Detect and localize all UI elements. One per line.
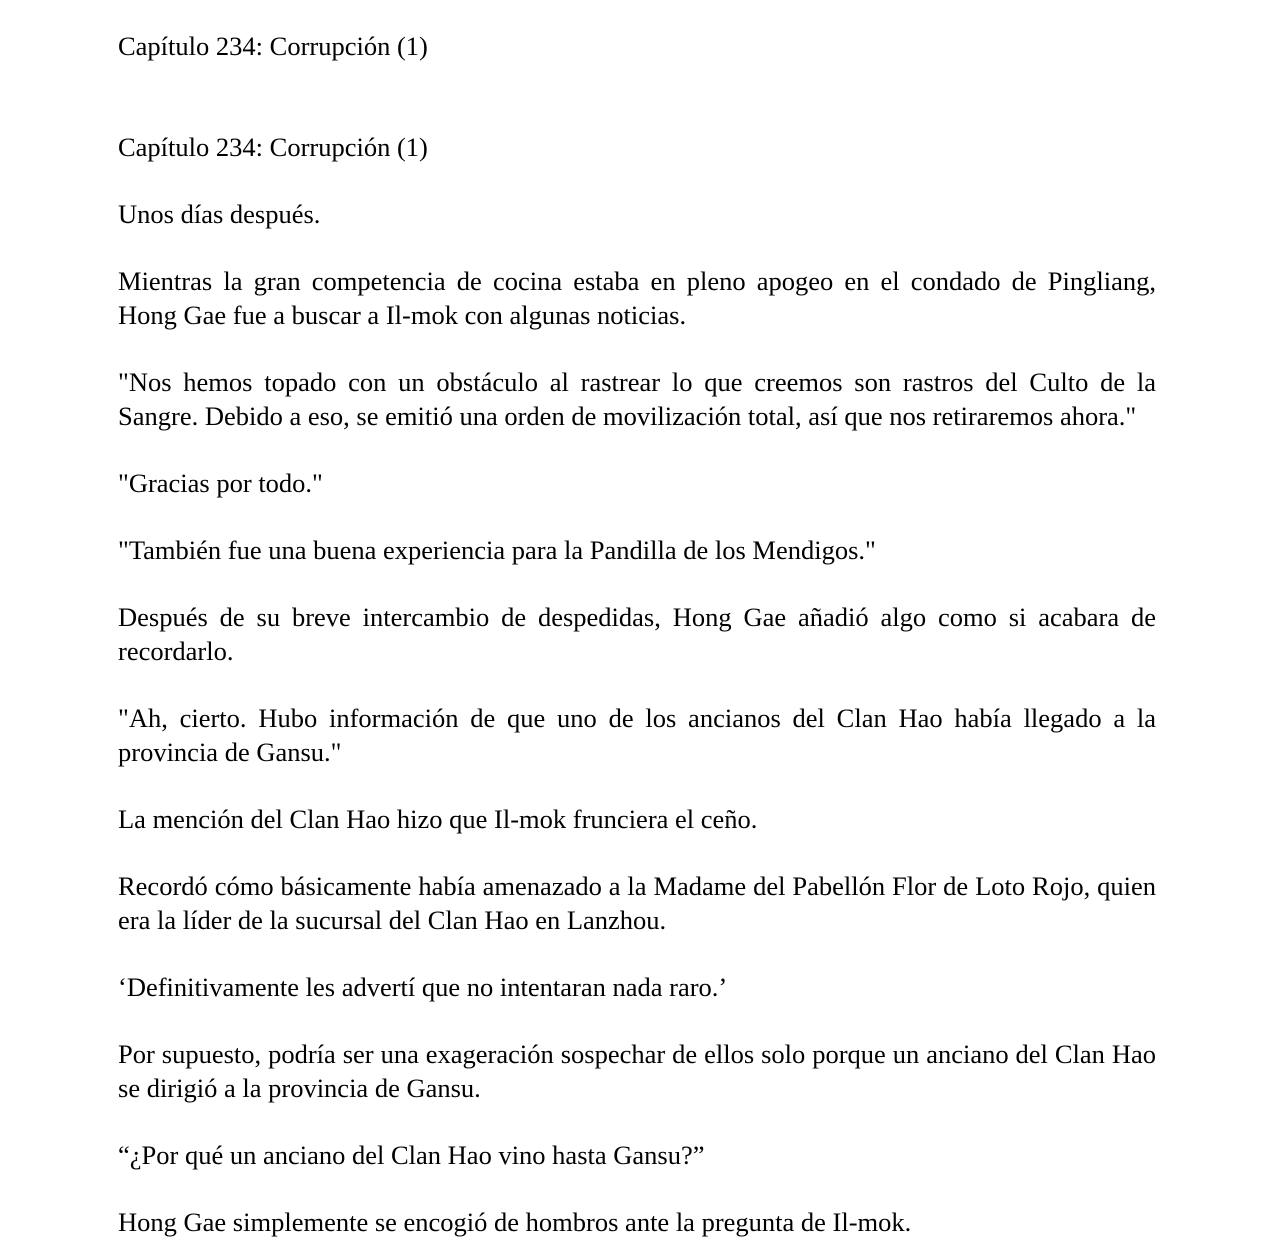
paragraph: "También fue una buena experiencia para la Pandilla de los Mendigos." xyxy=(118,535,876,565)
paragraph: “¿Por qué un anciano del Clan Hao vino hasta Gansu?” xyxy=(118,1140,705,1170)
paragraph: Mientras la gran competencia de cocina estaba en pleno apogeo en el condado de Pingliang, Hong Gae fue a buscar a Il-mok con algunas noticias. xyxy=(118,266,1156,330)
paragraph: Unos días después. xyxy=(118,199,321,229)
document-body xyxy=(118,130,1156,1256)
paragraph: Después de su breve intercambio de despedidas, Hong Gae añadió algo como si acabara de recordarlo. xyxy=(118,602,1156,666)
document-page xyxy=(118,0,1156,1256)
paragraph: Por supuesto, podría ser una exageración sospechar de ellos solo porque un anciano del Clan Hao se dirigió a la provincia de Gansu. xyxy=(118,1039,1156,1103)
paragraph: "Ah, cierto. Hubo información de que uno de los ancianos del Clan Hao había llegado a la provincia de Gansu." xyxy=(118,703,1156,767)
paragraph: "Gracias por todo." xyxy=(118,468,323,498)
paragraph: "Nos hemos topado con un obstáculo al rastrear lo que creemos son rastros del Culto de la Sangre. Debido a eso, se emitió una orden de movilización total, así que nos retiraremos ahora." xyxy=(118,367,1156,431)
paragraph: ‘Definitivamente les advertí que no intentaran nada raro.’ xyxy=(118,972,728,1002)
page-header: Capítulo 234: Corrupción (1) xyxy=(118,31,428,61)
chapter-title: Capítulo 234: Corrupción (1) xyxy=(118,132,428,162)
paragraph: La mención del Clan Hao hizo que Il-mok frunciera el ceño. xyxy=(118,804,758,834)
paragraph: Hong Gae simplemente se encogió de hombros ante la pregunta de Il-mok. xyxy=(118,1207,912,1237)
paragraph: Recordó cómo básicamente había amenazado a la Madame del Pabellón Flor de Loto Rojo, quien era la líder de la sucursal del Clan Hao en Lanzhou. xyxy=(118,871,1156,935)
